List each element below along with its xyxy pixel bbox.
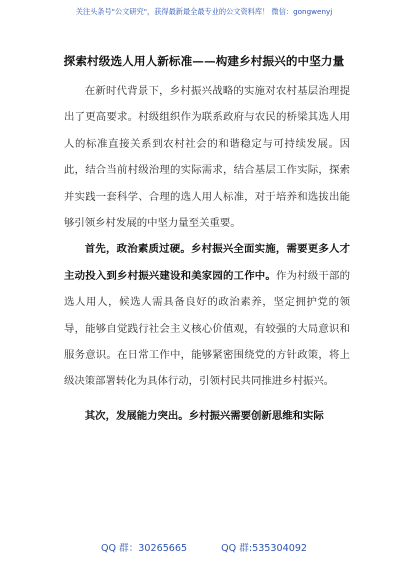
document-body (64, 78, 350, 429)
section-1-lead: 首先，政治素质过硬。乡村振兴全面实施，需要更多人才主动投入到乡村振兴建设和美家园的工作中。 (64, 243, 350, 282)
footer-qq-group-2: QQ 群:535304092 (221, 543, 308, 554)
section-2-lead: 其次，发展能力突出。乡村振兴需要创新思维和实际 (84, 409, 324, 422)
footer-qq-group-1: QQ 群：30265665 (100, 543, 188, 554)
footer-contact (0, 540, 408, 554)
section-2-paragraph (64, 403, 350, 429)
section-1-paragraph (64, 236, 350, 394)
header-notice: 关注头条号"公文研究"，获得最新最全最专业的公文资料库！ 微信：gongwenyj (75, 7, 333, 16)
document-title: 探索村级选人用人新标准——构建乡村振兴的中坚力量 (63, 54, 345, 68)
section-1-body: 作为村级干部的选人用人，候选人需具备良好的政治素养，坚定拥护党的领导，能够自觉践行社会主义核心价值观，有较强的大局意识和服务意识。在日常工作中，能够紧密围绕党的方针政策，将上级决策部署转化为具体行动，引领村民共同推进乡村振兴。 (64, 269, 351, 388)
intro-paragraph: 在新时代背景下，乡村振兴战略的实施对农村基层治理提出了更高要求。村级组织作为联系政府与农民的桥梁其选人用人的标准直接关系到农村社会的和谐稳定与可持续发展。因此，结合当前村级治理的实际需求，结合基层工作实际，探索并实践一套科学、合理的选人用人标准，对于培养和选拔出能够引领乡村发展的中坚力量至关重要。 (64, 85, 350, 230)
